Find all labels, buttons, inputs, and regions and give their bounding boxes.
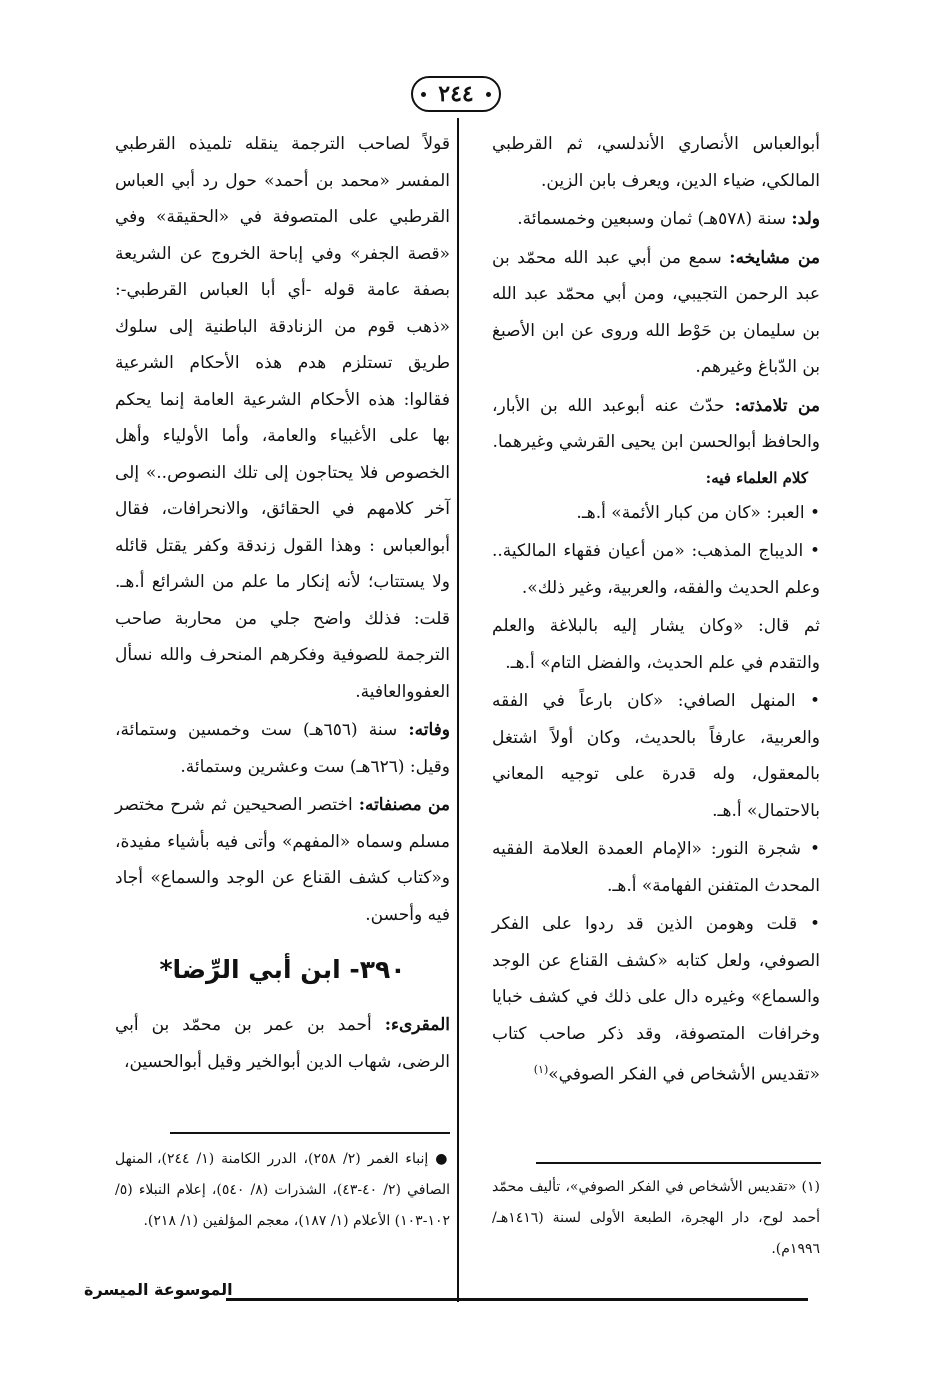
author-note [492, 906, 820, 1093]
left-column [115, 126, 450, 1082]
entry-title: ٣٩٠- ابن أبي الرِّضا* [159, 955, 406, 984]
reader-paragraph [115, 1007, 450, 1080]
students-label: من تلامذته: [734, 395, 821, 416]
footnote-right: (١) «تقديس الأشخاص في الفكر الصوفي»، تأليف محمّد أحمد لوح، دار الهجرة، الطبعة الأولى لسنة (١٤١٦هـ/١٩٩٦م). [492, 1179, 820, 1257]
footnote-ref: (١) [533, 1063, 549, 1076]
scholars-heading: كلام العلماء فيه: [705, 468, 808, 487]
footnote-rule-left [170, 1132, 450, 1134]
students-paragraph [492, 388, 820, 461]
works-text: اختصر الصحيحين ثم شرح مختصر مسلم وسماه «المفهم» وأتى فيه بأشياء مفيدة، و«كتاب كشف القناع عن الوجد والسماع» أجاد فيه وأحسن. [115, 795, 450, 925]
works-label: من مصنفاته: [358, 795, 451, 815]
teachers-paragraph [492, 240, 820, 386]
students-text: حدّث عنه أبوعبد الله بن الأبار، والحافظ أبوالحسن ابن يحيى القرشي وغيرهما. [492, 395, 820, 452]
author-note-text: • قلت وهومن الذين قد ردوا على الفكر الصوفي، ولعل كتابه «كشف القناع عن الوجد والسماع» وغيره دال على ذلك في كشف خبايا وخرافات المتصوفة، وقد ذكر صاحب كتاب «تقديس الأشخاص في الفكر الصوفي» [492, 914, 820, 1085]
reader-label: المقرىء: [384, 1015, 450, 1035]
quote-manhal: • المنهل الصافي: «كان بارعاً في الفقه والعربية، عارفاً بالحديث، وكان أولاً اشتغل بالمعقول، وله قدرة على توجيه المعاني بالاحتمال» أ.هـ. [492, 691, 820, 821]
works-paragraph [115, 787, 450, 933]
death-text: سنة (٦٥٦هـ) ست وخمسين وستمائة، وقيل: (٦٢٦هـ) ست وعشرين وستمائة. [115, 720, 450, 777]
footnote-left: ● إنباء الغمر (٢/ ٢٥٨)، الدرر الكامنة (١/ ٢٤٤)، المنهل الصافي (٢/ ٤٠-٤٣)، الشذرات (٨/ ٥٤٠)، إعلام النبلاء (٥/ ١٠٢-١٠٣) الأعلام (١/ ١٨٧)، معجم المؤلفين (١/ ٢١٨). [115, 1151, 451, 1229]
page-number: ٢٤٤ [411, 76, 501, 112]
quote-dibaj: • الديباج المذهب: «من أعيان فقهاء المالكية.. وعلم الحديث والفقه، والعربية، وغير ذلك». [492, 541, 820, 598]
reader-text: أحمد بن عمر بن محمّد بن أبي الرضى، شهاب الدين أبوالخير وقيل أبوالحسين، [115, 1015, 450, 1072]
death-label: وفاته: [408, 720, 451, 740]
continuation-paragraph: قولاً لصاحب الترجمة ينقله تلميذه القرطبي المفسر «محمد بن أحمد» حول رد أبي العباس القرطبي على المتصوفة في «الحقيقة» وفي «قصة الجفر» وفي إباحة الخروج عن الشريعة بصفة عامة قوله -أي أبا العباس القرطبي-: «ذهب قوم من الزنادقة الباطنية إلى سلوك طريق تستلزم هدم هذه الأحكام الشرعية فقالوا: هذه الأحكام الشرعية العامة إنما يحكم بها على الأغبياء والعامة، وأما الأولياء وأهل الخصوص فلا يحتاجون إلى تلك النصوص..» إلى آخر كلامهم في الحقائق، والانحرافات، فقال أبوالعباس : وهذا القول زندقة وكفر يقتل قائله ولا يستتاب؛ لأنه إنكار ما علم من الشرائع أ.هـ. قلت: فذلك واضح جلي من محاربة صاحب الترجمة للصوفية وفكرهم المنحرف والله نسأل العفووالعافية. [115, 134, 450, 702]
born-label: ولد: [791, 209, 820, 229]
born-text: سنة (٥٧٨هـ) ثمان وسبعين وخمسمائة. [517, 209, 786, 229]
right-column [492, 126, 820, 1095]
footer-title: الموسوعة الميسرة [84, 1280, 233, 1299]
teachers-text: سمع من أبي عبد الله محمّد بن عبد الرحمن التجيبي، ومن أبي محمّد عبد الله بن سليمان بن حَوْط الله وروى عن ابن الأصبغ بن الدّباغ وغيرهم. [492, 247, 820, 377]
footnote-rule-right [536, 1162, 821, 1164]
death-paragraph [115, 712, 450, 785]
born-paragraph [492, 201, 820, 238]
column-divider [457, 118, 459, 1302]
intro-paragraph: أبوالعباس الأنصاري الأندلسي، ثم القرطبي المالكي، ضياء الدين، ويعرف بابن الزين. [492, 134, 820, 191]
quote-dibaj-continued: ثم قال: «وكان يشار إليه بالبلاغة والعلم والتقدم في علم الحديث، والفضل التام» أ.هـ. [492, 616, 820, 673]
quote-shajarat-alnur: • شجرة النور: «الإمام العمدة العلامة الفقيه المحدث المتفنن الفهامة» أ.هـ. [492, 839, 820, 896]
footer-rule [226, 1298, 808, 1301]
quote-ibar: • العبر: «كان من كبار الأئمة» أ.هـ. [576, 502, 820, 523]
teachers-label: من مشايخه: [729, 247, 820, 268]
